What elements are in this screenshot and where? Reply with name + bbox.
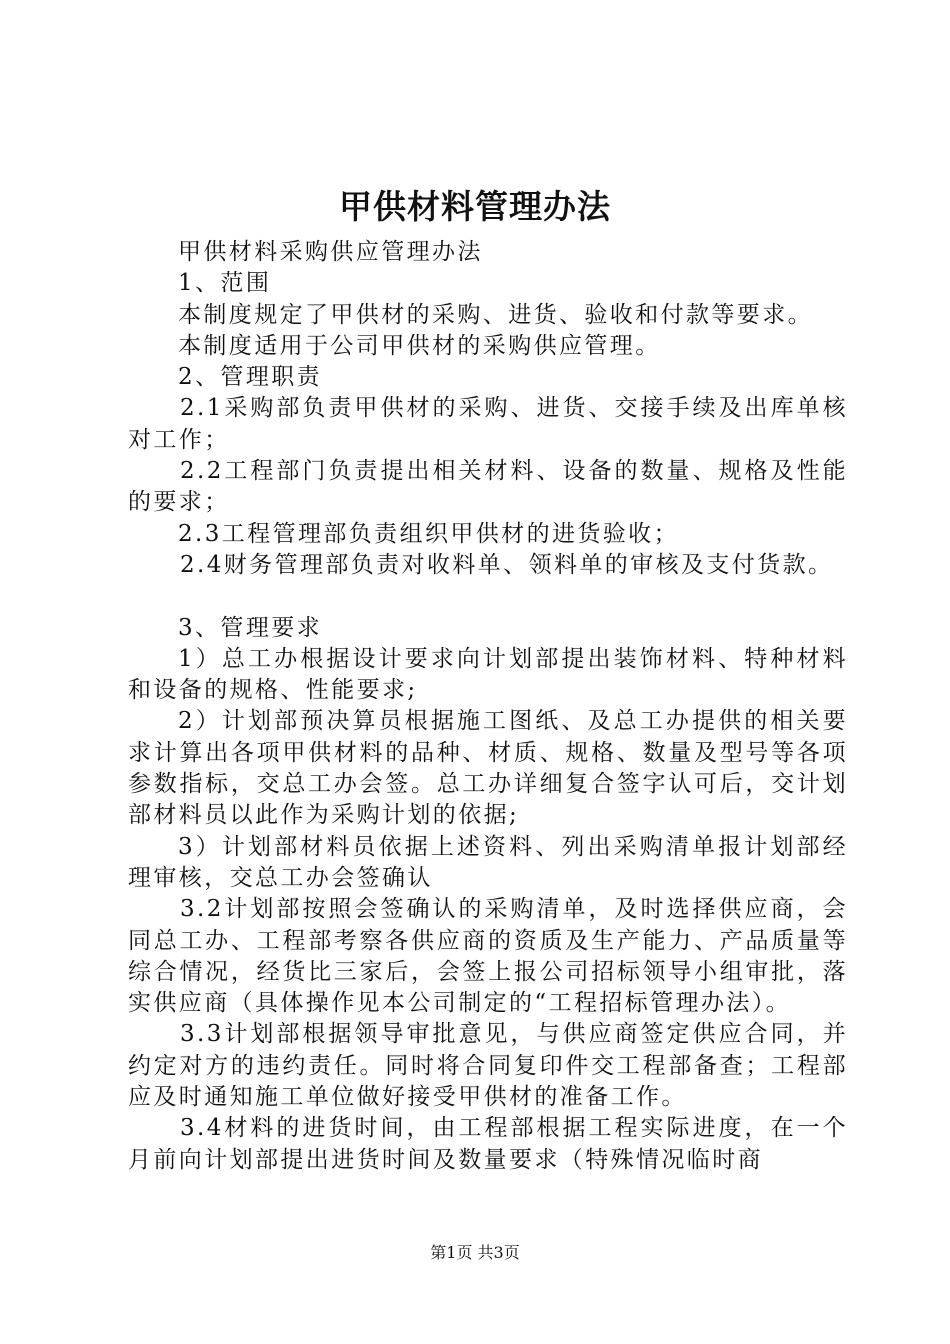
page-footer: 第1页 共3页 [430,1243,520,1262]
paragraph: 本制度规定了甲供材的采购、进货、验收和付款等要求。 [178,301,813,328]
paragraph: 2）计划部预决算员根据施工图纸、及总工办提供的相关要求计算出各项甲供材料的品种、材质、规格、数量及型号等各项参数指标，交总工办会签。总工办详细复合签字认可后，交计划部材料员以此作为采购计划的依据; [128,708,848,829]
paragraph-gap [128,581,848,612]
paragraph: 1）总工办根据设计要求向计划部提出装饰材料、特种材料和设备的规格、性能要求; [128,645,848,704]
paragraph: 本制度适用于公司甲供材的采购供应管理。 [178,332,661,359]
section-heading-requirements: 3、管理要求 [178,614,323,641]
section-heading-responsibilities: 2、管理职责 [178,364,323,391]
paragraph: 2.1采购部负责甲供材的采购、进货、交接手续及出库单核对工作； [128,395,848,453]
paragraph: 3.2计划部按照会签确认的采购清单，及时选择供应商，会同总工办、工程部考察各供应商的资质及生产能力、产品质量等综合情况，经货比三家后，会签上报公司招标领导小组审批，落实供应商（具体操作见本公司制定的“工程招标管理办法）。 [128,896,848,1017]
paragraph-subtitle: 甲供材料采购供应管理办法 [178,239,483,265]
document-title: 甲供材料管理办法 [339,187,611,226]
paragraph: 2.4财务管理部负责对收料单、领料单的审核及支付货款。 [180,551,834,578]
paragraph: 3.3计划部根据领导审批意见，与供应商签定供应合同，并约定对方的违约责任。同时将合同复印件交工程部备查；工程部应及时通知施工单位做好接受甲供材的准备工作。 [128,1021,848,1111]
paragraph: 3）计划部材料员依据上述资料、列出采购清单报计划部经理审核，交总工办会签确认 [128,833,848,891]
paragraph: 3.4材料的进货时间，由工程部根据工程实际进度，在一个月前向计划部提出进货时间及数量要求（特殊情况临时商 [128,1115,848,1173]
paragraph: 2.3工程管理部负责组织甲供材的进货验收； [178,520,679,547]
section-heading-scope: 1、范围 [178,270,272,297]
document-body [128,237,848,1176]
paragraph: 2.2工程部门负责提出相关材料、设备的数量、规格及性能的要求； [128,458,848,516]
